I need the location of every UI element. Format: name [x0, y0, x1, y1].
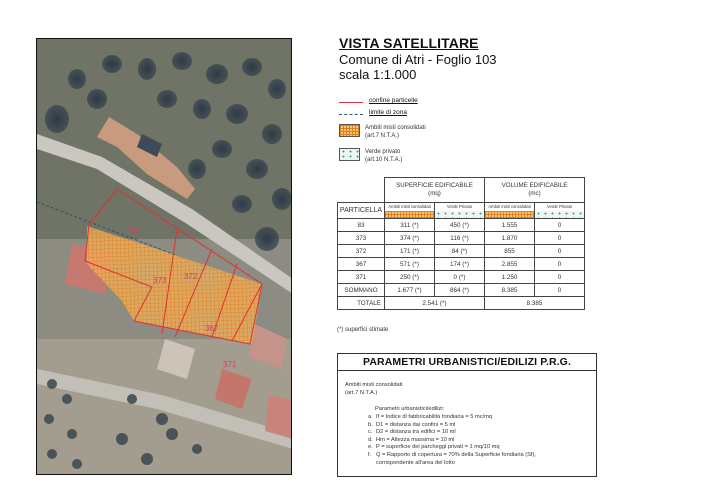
parcel-label-367: 367 [205, 324, 219, 333]
table-corner [338, 178, 385, 203]
header-superficie [385, 178, 485, 203]
cell-vol-verde: 0 [535, 245, 585, 258]
cell-sommano-vol-verde: 0 [535, 284, 585, 297]
cell-vol-verde: 0 [535, 219, 585, 232]
list-item-continuation [368, 460, 536, 468]
table-row [338, 271, 585, 284]
legend-zone-ambiti-ref: (art.7 N.T.A.) [365, 133, 400, 139]
list-item [368, 444, 536, 452]
cell-vol-ambiti: 1.555 [485, 219, 535, 232]
legend-zone-verde-ref: (art.10 N.T.A.) [365, 157, 403, 163]
parametri-title: PARAMETRI URBANISTICI/EDILIZI P.R.G. [338, 354, 596, 371]
table-row [338, 258, 585, 271]
list-marker: b. [368, 421, 373, 428]
header-superficie-unit: (mq) [428, 190, 441, 197]
cell-vol-ambiti: 855 [485, 245, 535, 258]
green-dot-pattern-icon [535, 211, 584, 218]
list-text: Q = Rapporto di copertura = 70% della Superficie fondiaria (Sf), [376, 451, 536, 458]
cell-vol-verde: 0 [535, 271, 585, 284]
list-marker: d. [368, 436, 373, 443]
cell-totale-label: TOTALE [338, 297, 385, 310]
list-item [368, 422, 536, 430]
cell-sommano-sup-verde: 864 (*) [435, 284, 485, 297]
parcel-label-373: 373 [153, 276, 167, 285]
parcel-label-371: 371 [223, 360, 237, 369]
subheader-vol-ambiti: Ambiti misti consolidati [485, 203, 535, 211]
cell-sup-ambiti: 250 (*) [385, 271, 435, 284]
table-row [338, 219, 585, 232]
list-text: D1 = distanza dai confini = 5 ml [376, 421, 456, 428]
legend-zone-ambiti [365, 124, 426, 140]
list-text: P = superficie dei parcheggi privati = 1 mq/10 mq [376, 444, 500, 451]
parametri-list-title: Parametri urbanistici/edilizi: [375, 406, 445, 412]
subheader-sup-ambiti: Ambiti misti consolidati [385, 203, 435, 211]
list-text: Hm = Altezza massima = 10 ml [376, 436, 455, 443]
cell-particella: 83 [338, 219, 385, 232]
parcel-label-372: 372 [184, 272, 198, 281]
cell-sommano-vol-ambiti: 8.385 [485, 284, 535, 297]
list-item [368, 437, 536, 445]
parametri-list [368, 414, 536, 467]
list-text: corrispondente all'area del lotto [376, 459, 455, 466]
cell-sup-verde: 116 (*) [435, 232, 485, 245]
cell-sup-ambiti: 374 (*) [385, 232, 435, 245]
parametri-box [337, 353, 597, 477]
header-volume-unit: (mc) [528, 190, 541, 197]
parametri-zone-name: Ambiti misti consolidati [345, 382, 403, 388]
cell-sup-verde: 84 (*) [435, 245, 485, 258]
legend-zone-verde [365, 148, 402, 164]
sommano-row [338, 284, 585, 297]
list-text: If = Indice di fabbricabilità fondiaria = 5 mc/mq [376, 414, 493, 420]
buildable-area-table [337, 177, 585, 310]
cell-sup-ambiti: 171 (*) [385, 245, 435, 258]
table-row [338, 245, 585, 258]
parametri-zone [345, 381, 403, 397]
cell-vol-verde: 0 [535, 258, 585, 271]
blue-dashed-line-icon [339, 114, 363, 115]
cell-vol-ambiti: 2.855 [485, 258, 535, 271]
cell-particella: 372 [338, 245, 385, 258]
subheader-sup-verde: Verde Privato [435, 203, 485, 211]
orange-grid-hatch-icon [339, 124, 360, 137]
satellite-map[interactable] [36, 38, 292, 475]
cell-sommano-sup-ambiti: 1.677 (*) [385, 284, 435, 297]
cell-vol-ambiti: 1.870 [485, 232, 535, 245]
subheader-vol-verde: Verde Privato [535, 203, 585, 211]
header-volume [485, 178, 585, 203]
page-subtitle: Comune di Atri - Foglio 103 [339, 52, 497, 67]
map-scale: scala 1:1.000 [339, 67, 417, 82]
table-footnote: (*) superfici stimate [337, 327, 389, 333]
cell-sup-verde: 0 (*) [435, 271, 485, 284]
legend-label-confine: confine particelle [369, 97, 418, 104]
green-dot-pattern-icon [339, 148, 360, 161]
list-item [368, 452, 536, 460]
legend-zone-verde-label: Verde privato [365, 149, 401, 155]
red-solid-line-icon [339, 102, 363, 103]
green-dot-pattern-icon [435, 211, 484, 218]
list-item [368, 429, 536, 437]
list-marker: f. [368, 451, 372, 458]
header-particella: PARTICELLA [338, 203, 385, 219]
parametri-zone-ref: (art.7 N.T.A.) [345, 390, 378, 396]
legend-zone-ambiti-label: Ambiti misti consolidati [365, 125, 426, 131]
list-marker: c. [368, 429, 373, 436]
cell-particella: 367 [338, 258, 385, 271]
cell-sup-verde: 450 (*) [435, 219, 485, 232]
list-item [368, 414, 536, 422]
cell-sup-ambiti: 311 (*) [385, 219, 435, 232]
satellite-image [37, 39, 292, 475]
cell-sup-verde: 174 (*) [435, 258, 485, 271]
cell-sup-ambiti: 571 (*) [385, 258, 435, 271]
page-title: VISTA SATELLITARE [339, 35, 479, 51]
orange-grid-hatch-icon [485, 211, 534, 218]
cell-totale-sup: 2.541 (*) [385, 297, 485, 310]
table-row [338, 232, 585, 245]
cell-particella: 371 [338, 271, 385, 284]
cell-vol-ambiti: 1.250 [485, 271, 535, 284]
cell-particella: 373 [338, 232, 385, 245]
totale-row [338, 297, 585, 310]
list-marker: a. [368, 414, 373, 420]
list-marker: e. [368, 444, 373, 451]
orange-grid-hatch-icon [385, 211, 434, 218]
cell-totale-vol: 8.385 [485, 297, 585, 310]
header-superficie-line1: SUPERFICIE EDIFICABILE [396, 182, 473, 189]
parcel-label-83: 83 [129, 227, 138, 236]
legend-label-limite: limite di zona [369, 109, 407, 116]
header-volume-line1: VOLUME EDIFICABILE [501, 182, 568, 189]
list-text: D2 = distanza tra edifici = 10 ml [376, 429, 456, 436]
cell-vol-verde: 0 [535, 232, 585, 245]
cell-sommano-label: SOMMANO [338, 284, 385, 297]
